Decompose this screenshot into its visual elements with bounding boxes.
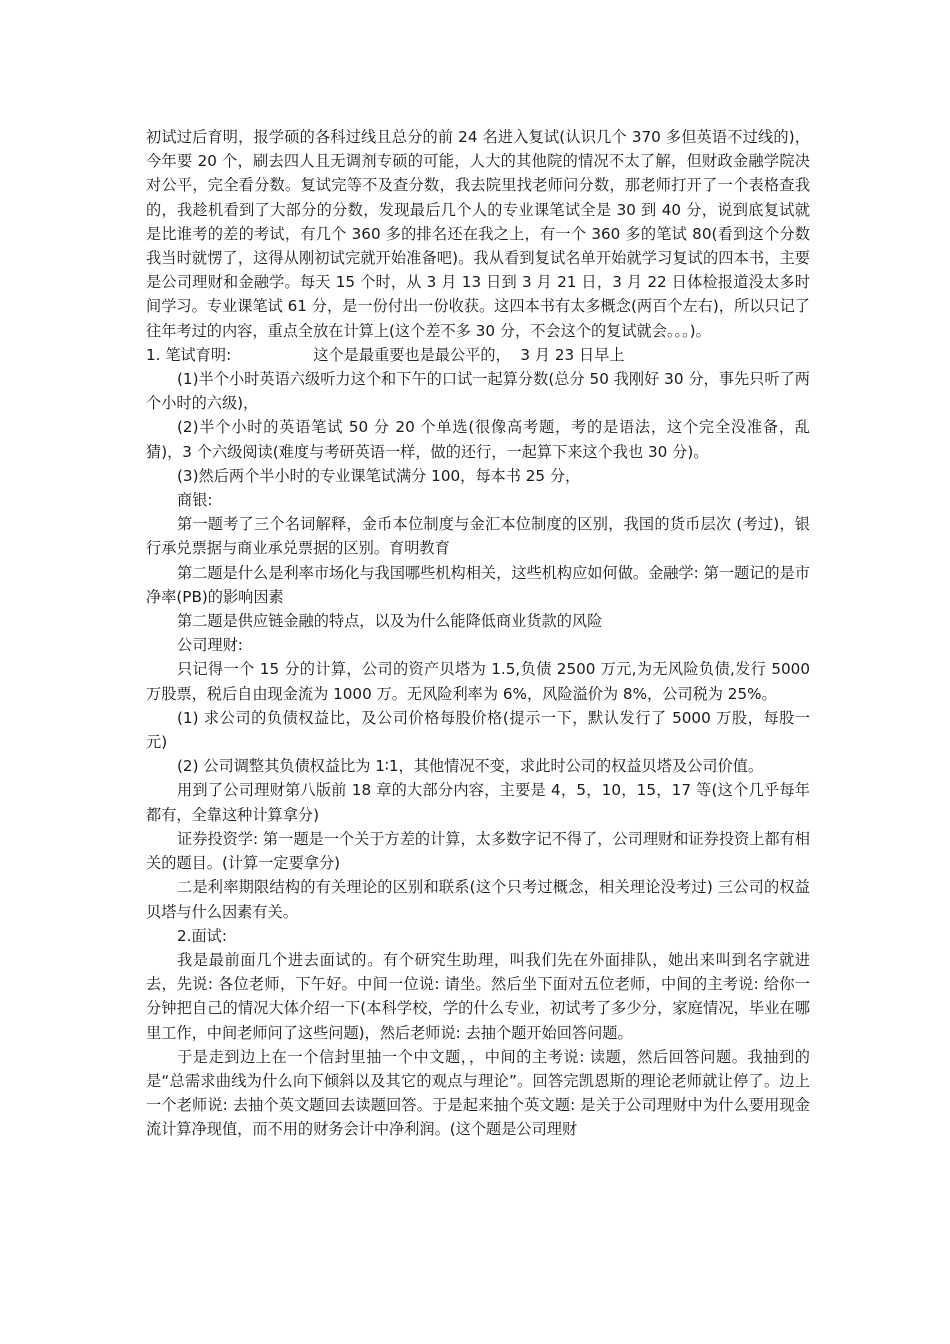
- paragraph: (1)半个小时英语六级听力这个和下午的口试一起算分数(总分 50 我刚好 30 分，事先只听了两个小时的六级)，: [146, 370, 810, 413]
- paragraph: 证券投资学: 第一题是一个关于方差的计算，太多数字记不得了，公司理财和证券投资上都有相关的题目。(计算一定要拿分): [146, 829, 810, 873]
- paragraph: 我是最前面几个进去面试的。有个研究生助理，叫我们先在外面排队，她出来叫到名字就进去，先说: 各位老师，下午好。中间一位说: 请坐。然后坐下面对五位老师，中间的主考说: 给你一分钟把自己的情况大体介绍一下(本科学校，学的什么专业，初试考了多少分，家庭情况，毕业在哪里工作，中间老师问了这些问题)，然后老师说: 去抽个题开始回答问题。: [146, 950, 810, 1042]
- paragraph: (3)然后两个半小时的专业课笔试满分 100，每本书 25 分，: [177, 466, 581, 485]
- paragraph: 初试过后育明，报学硕的各科过线且总分的前 24 名进入复试(认识几个 370 多但英语不过线的)，今年要 20 个，刷去四人且无调剂专硕的可能，人大的其他院的情况不太了解，但财政金融学院决对公平，完全看分数。复试完等不及查分数，我去院里找老师问分数，那老师打开了一个表格查我的，我趁机看到了大部分的分数，发现最后几个人的专业课笔试全是 30 到 40 分，说到底复试就是比谁考的差的考试，有几个 360 多的排名还在我之上，有一个 360 多的笔试 80(看到这个分数我当时就愣了，这得从刚初试完就开始准备吧)。我从看到复试名单开始就学习复试的四本书，主要是公司理财和金融学。每天 15 个时，从 3 月 13 日到 3 月 21 日，3 月 22 日体检报道没太多时间学习。专业课笔试 61 分，是一份付出一份收获。这四本书有太多概念(两百个左右)，所以只记了往年考过的内容，重点全放在计算上(这个差不多 30 分，不会这个的复试就会。。。)。: [146, 128, 810, 340]
- paragraph: 商银:: [177, 491, 213, 510]
- paragraph: (2)半个小时的英语笔试 50 分 20 个单选(很像高考题，考的是语法，这个完全没准备，乱猜)，3 个六级阅读(难度与考研英语一样，做的还行，一起算下来这个我也 30 分)。: [146, 418, 810, 461]
- paragraph: 第一题考了三个名词解释，金币本位制度与金汇本位制度的区别，我国的货币层次 (考过)，银行承兑票据与商业承兑票据的区别。育明教育: [146, 515, 810, 558]
- paragraph: 第二题是供应链金融的特点，以及为什么能降低商业货款的风险: [177, 612, 603, 631]
- paragraph: 只记得一个 15 分的计算，公司的资产贝塔为 1.5,负债 2500 万元,为无风险负债,发行 5000 万股票，税后自由现金流为 1000 万。无风险利率为 6%，风险溢价为 8%，公司税为 25%。: [146, 660, 815, 703]
- paragraph: 第二题是什么是利率市场化与我国哪些机构相关，这些机构应如何做。金融学: 第一题记的是市净率(PB)的影响因素: [146, 563, 810, 606]
- paragraph: 公司理财:: [177, 636, 243, 655]
- paragraph: (1) 求公司的负债权益比，及公司价格每股价格(提示一下，默认发行了 5000 万股，每股一元): [146, 708, 810, 752]
- paragraph: 用到了公司理财第八版前 18 章的大部分内容，主要是 4，5，10，15，17 等(这个几乎每年都有，全靠这种计算拿分): [146, 781, 810, 824]
- paragraph: (2) 公司调整其负债权益比为 1∶1，其他情况不变，求此时公司的权益贝塔及公司价值。: [177, 757, 764, 776]
- document-page: [146, 125, 815, 1142]
- paragraph: 1. 笔试育明: 这个是最重要也是最公平的， 3 月 23 日早上: [146, 345, 625, 364]
- paragraph: 2.面试:: [177, 926, 227, 945]
- paragraph: 二是利率期限结构的有关理论的区别和联系(这个只考过概念，相关理论没考过) 三公司的权益贝塔与什么因素有关。: [146, 878, 810, 921]
- paragraph: 于是走到边上在一个信封里抽一个中文题，，中间的主考说: 读题，然后回答问题。我抽到的是“总需求曲线为什么向下倾斜以及其它的观点与理论”。回答完凯恩斯的理论老师就让停了。边上一个老师说: 去抽个英文题回去读题回答。于是起来抽个英文题: 是关于公司理财中为什么要用现金流计算净现值，而不用的财务会计中净利润。(这个题是公司理财: [146, 1047, 810, 1139]
